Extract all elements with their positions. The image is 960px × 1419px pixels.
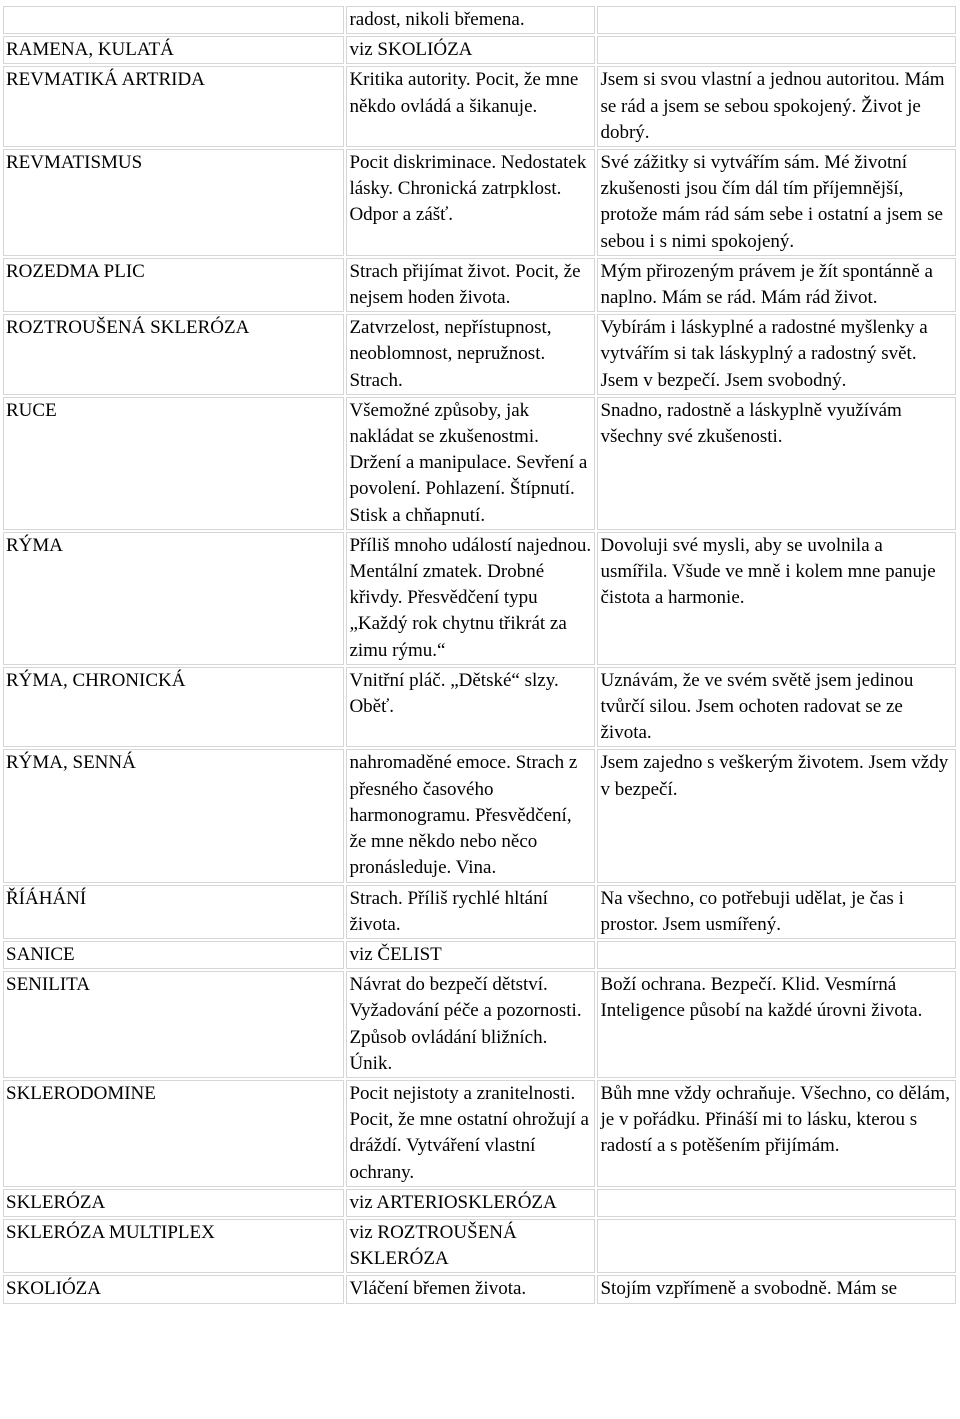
cause-cell: nahromaděné emoce. Strach z přesného časového harmonogramu. Přesvědčení, že mne někdo nebo něco pronásleduje. Vina. [346, 749, 595, 882]
cause-cell: Pocit diskriminace. Nedostatek lásky. Chronická zatrpklost. Odpor a zášť. [346, 149, 595, 256]
table-row [3, 36, 956, 64]
term-cell: SKLERÓZA MULTIPLEX [3, 1219, 344, 1273]
table-row [3, 149, 956, 256]
table-row [3, 667, 956, 748]
glossary-table [1, 4, 958, 1306]
table-row [3, 6, 956, 34]
cause-cell: Příliš mnoho událostí najednou. Mentální zmatek. Drobné křivdy. Přesvědčení typu „Každý rok chytnu třikrát za zimu rýmu.“ [346, 532, 595, 665]
term-cell: RAMENA, KULATÁ [3, 36, 344, 64]
affirmation-cell [597, 6, 956, 34]
cause-cell: Návrat do bezpečí dětství. Vyžadování péče a pozornosti. Způsob ovládání bližních. Únik. [346, 971, 595, 1078]
term-cell: REVMATIKÁ ARTRIDA [3, 66, 344, 147]
cause-cell: Vláčení břemen života. [346, 1275, 595, 1303]
table-row [3, 1080, 956, 1187]
cause-cell: Zatvrzelost, nepřístupnost, neoblomnost, nepružnost. Strach. [346, 314, 595, 395]
affirmation-cell [597, 1189, 956, 1217]
table-row [3, 941, 956, 969]
table-row [3, 532, 956, 665]
table-row [3, 258, 956, 312]
cause-cell: Kritika autority. Pocit, že mne někdo ovládá a šikanuje. [346, 66, 595, 147]
term-cell: RÝMA, CHRONICKÁ [3, 667, 344, 748]
cause-cell: viz ARTERIOSKLERÓZA [346, 1189, 595, 1217]
term-cell: SANICE [3, 941, 344, 969]
cause-cell: viz SKOLIÓZA [346, 36, 595, 64]
cause-cell: Pocit nejistoty a zranitelnosti. Pocit, že mne ostatní ohrožují a dráždí. Vytváření vlastní ochrany. [346, 1080, 595, 1187]
affirmation-cell: Vybírám i láskyplné a radostné myšlenky a vytvářím si tak láskyplný a radostný svět. Jsem v bezpečí. Jsem svobodný. [597, 314, 956, 395]
term-cell: SENILITA [3, 971, 344, 1078]
table-row [3, 971, 956, 1078]
table-row [3, 749, 956, 882]
affirmation-cell [597, 1219, 956, 1273]
table-row [3, 1219, 956, 1273]
cause-cell: Strach přijímat život. Pocit, že nejsem hoden života. [346, 258, 595, 312]
affirmation-cell: Mým přirozeným právem je žít spontánně a naplno. Mám se rád. Mám rád život. [597, 258, 956, 312]
affirmation-cell: Na všechno, co potřebuji udělat, je čas i prostor. Jsem usmířený. [597, 885, 956, 939]
term-cell: ŘÍÁHÁNÍ [3, 885, 344, 939]
term-cell: REVMATISMUS [3, 149, 344, 256]
term-cell: ROZTROUŠENÁ SKLERÓZA [3, 314, 344, 395]
term-cell: RÝMA, SENNÁ [3, 749, 344, 882]
table-row [3, 1275, 956, 1303]
cause-cell: Vnitřní pláč. „Dětské“ slzy. Oběť. [346, 667, 595, 748]
affirmation-cell: Jsem si svou vlastní a jednou autoritou. Mám se rád a jsem se sebou spokojený. Život je dobrý. [597, 66, 956, 147]
table-row [3, 885, 956, 939]
affirmation-cell [597, 36, 956, 64]
table-row [3, 1189, 956, 1217]
affirmation-cell: Uznávám, že ve svém světě jsem jedinou tvůrčí silou. Jsem ochoten radovat se ze života. [597, 667, 956, 748]
term-cell: SKOLIÓZA [3, 1275, 344, 1303]
affirmation-cell [597, 941, 956, 969]
term-cell: RUCE [3, 397, 344, 530]
affirmation-cell: Stojím vzpřímeně a svobodně. Mám se [597, 1275, 956, 1303]
cause-cell: viz ROZTROUŠENÁ SKLERÓZA [346, 1219, 595, 1273]
cause-cell: radost, nikoli břemena. [346, 6, 595, 34]
term-cell: ROZEDMA PLIC [3, 258, 344, 312]
glossary-body [3, 6, 956, 1304]
affirmation-cell: Boží ochrana. Bezpečí. Klid. Vesmírná Inteligence působí na každé úrovni života. [597, 971, 956, 1078]
table-row [3, 397, 956, 530]
affirmation-cell: Bůh mne vždy ochraňuje. Všechno, co dělám, je v pořádku. Přináší mi to lásku, kterou s radostí a s potěšením přijímám. [597, 1080, 956, 1187]
affirmation-cell: Snadno, radostně a láskyplně využívám všechny své zkušenosti. [597, 397, 956, 530]
term-cell [3, 6, 344, 34]
affirmation-cell: Jsem zajedno s veškerým životem. Jsem vždy v bezpečí. [597, 749, 956, 882]
term-cell: RÝMA [3, 532, 344, 665]
table-row [3, 314, 956, 395]
term-cell: SKLERODOMINE [3, 1080, 344, 1187]
term-cell: SKLERÓZA [3, 1189, 344, 1217]
affirmation-cell: Dovoluji své mysli, aby se uvolnila a usmířila. Všude ve mně i kolem mne panuje čistota a harmonie. [597, 532, 956, 665]
cause-cell: Strach. Příliš rychlé hltání života. [346, 885, 595, 939]
cause-cell: Všemožné způsoby, jak nakládat se zkušenostmi. Držení a manipulace. Sevření a povolení. Pohlazení. Štípnutí. Stisk a chňapnutí. [346, 397, 595, 530]
table-row [3, 66, 956, 147]
cause-cell: viz ČELIST [346, 941, 595, 969]
affirmation-cell: Své zážitky si vytvářím sám. Mé životní zkušenosti jsou čím dál tím příjemnější, protože mám rád sám sebe i ostatní a jsem se sebou i s nimi spokojený. [597, 149, 956, 256]
